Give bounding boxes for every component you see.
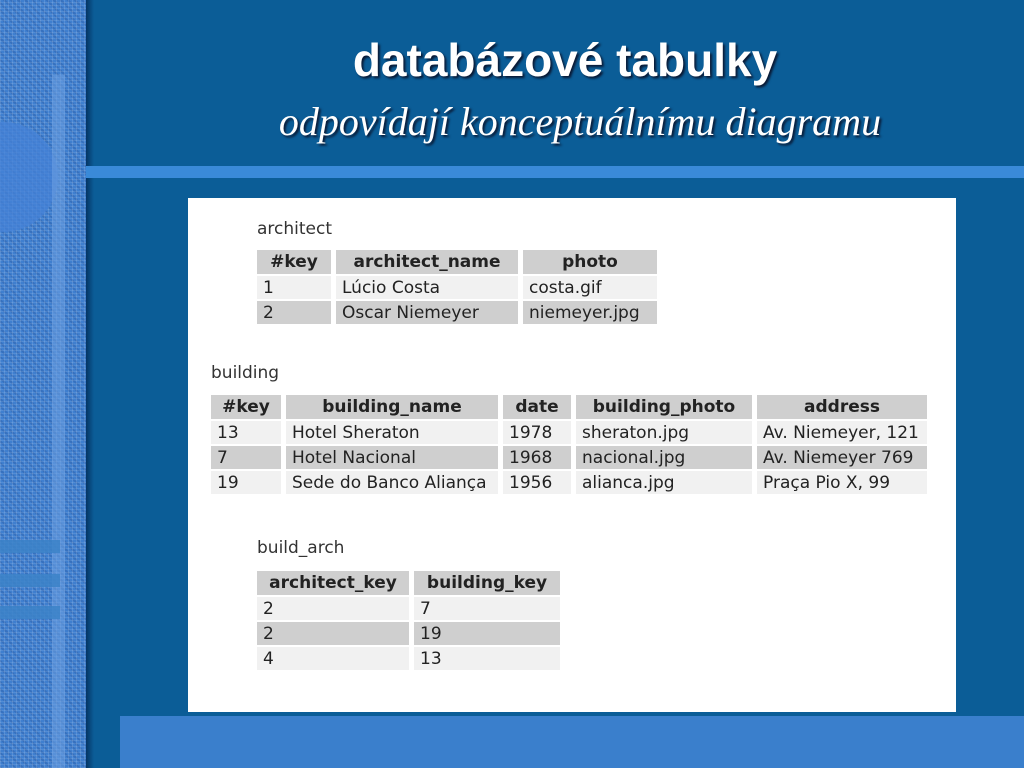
footer-bar	[120, 716, 1024, 768]
table-cell: 7	[211, 446, 281, 469]
table-row	[257, 622, 560, 645]
header-row	[211, 395, 927, 419]
table-row	[257, 597, 560, 620]
column-header: building_name	[286, 395, 498, 419]
table-cell: 2	[257, 622, 409, 645]
column-header: building_key	[414, 571, 560, 595]
table-cell: niemeyer.jpg	[523, 301, 657, 324]
slide-subtitle: odpovídají konceptuálnímu diagramu	[278, 99, 882, 144]
tables-panel	[188, 198, 956, 712]
table-row	[211, 471, 927, 494]
column-header: #key	[257, 250, 331, 274]
table-cell: 19	[414, 622, 560, 645]
table-cell: Av. Niemeyer, 121	[757, 421, 927, 444]
column-header: address	[757, 395, 927, 419]
table-cell: Av. Niemeyer 769	[757, 446, 927, 469]
table-cell: Lúcio Costa	[336, 276, 518, 299]
table-row	[211, 421, 927, 444]
table-cell: alianca.jpg	[576, 471, 752, 494]
table-cell: 2	[257, 301, 331, 324]
table-row	[257, 276, 657, 299]
decorative-horizontal-bar	[0, 574, 60, 587]
table-row	[211, 446, 927, 469]
table-cell: Sede do Banco Aliança	[286, 471, 498, 494]
table-cell: 13	[414, 647, 560, 670]
column-header: building_photo	[576, 395, 752, 419]
table-name-build-arch: build_arch	[257, 538, 345, 558]
table-cell: 2	[257, 597, 409, 620]
table-cell: Oscar Niemeyer	[336, 301, 518, 324]
table-cell: 13	[211, 421, 281, 444]
decorative-circle	[0, 122, 58, 232]
build-arch-table	[252, 569, 565, 672]
table-cell: Hotel Nacional	[286, 446, 498, 469]
table-cell: 4	[257, 647, 409, 670]
table-cell: 1978	[503, 421, 571, 444]
column-header: date	[503, 395, 571, 419]
slide-title: databázové tabulky	[352, 34, 778, 86]
table-cell: 19	[211, 471, 281, 494]
building-table	[206, 393, 932, 496]
decorative-vertical-bar	[52, 75, 65, 768]
header-row	[257, 250, 657, 274]
table-cell: sheraton.jpg	[576, 421, 752, 444]
strip-shadow	[86, 0, 94, 768]
decorative-horizontal-bar	[0, 540, 60, 553]
table-row	[257, 301, 657, 324]
column-header: #key	[211, 395, 281, 419]
column-header: architect_name	[336, 250, 518, 274]
column-header: architect_key	[257, 571, 409, 595]
table-cell: 1968	[503, 446, 571, 469]
table-cell: Hotel Sheraton	[286, 421, 498, 444]
table-cell: costa.gif	[523, 276, 657, 299]
table-cell: nacional.jpg	[576, 446, 752, 469]
decorative-side-strip	[0, 0, 86, 768]
decorative-horizontal-bar	[0, 606, 60, 619]
table-cell: 1956	[503, 471, 571, 494]
table-name-architect: architect	[257, 219, 333, 239]
table-cell: 7	[414, 597, 560, 620]
table-cell: 1	[257, 276, 331, 299]
column-header: photo	[523, 250, 657, 274]
header-row	[257, 571, 560, 595]
table-name-building: building	[211, 363, 280, 383]
header-divider	[86, 166, 1024, 178]
architect-table	[252, 248, 662, 326]
table-cell: Praça Pio X, 99	[757, 471, 927, 494]
table-row	[257, 647, 560, 670]
